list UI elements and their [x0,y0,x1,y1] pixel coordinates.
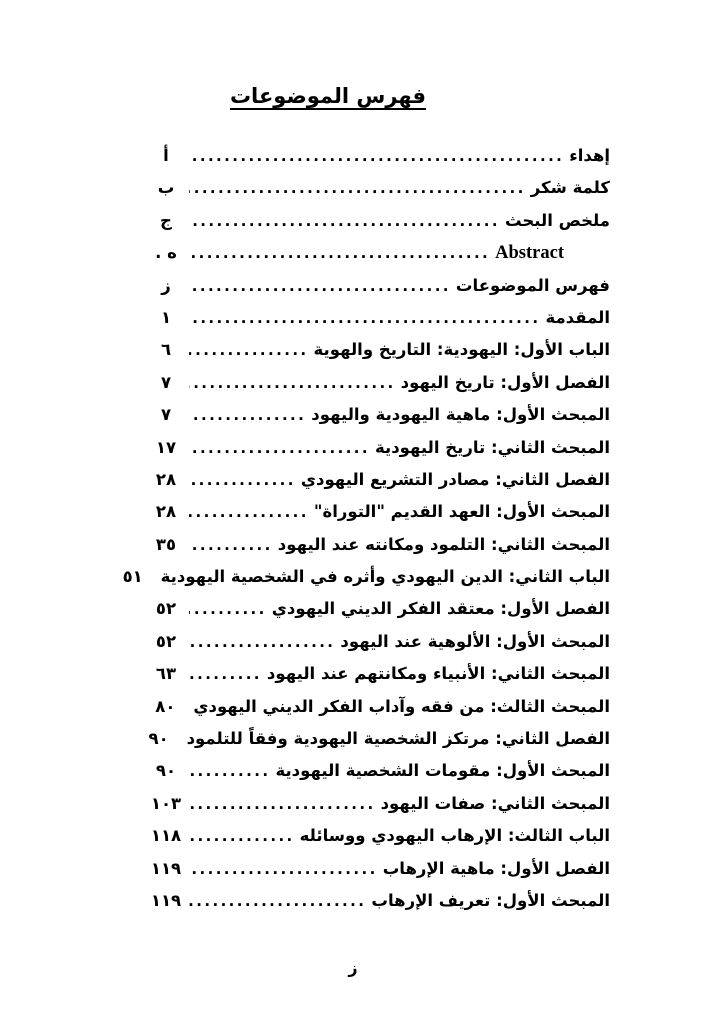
toc-entry-page: أ [163,146,169,165]
toc-entry-title: ملخص البحث [504,210,610,230]
toc-entry-page: ١١٨ [150,826,182,846]
toc-entry-title: المبحث الأول: العهد القديم "التوراة" [313,502,610,522]
dot-leader [189,470,296,489]
toc-entry [145,470,610,502]
toc-entry [145,632,610,664]
toc-entry-title: المبحث الثالث: من فقه وآداب الفكر الديني اليهودي [193,696,610,716]
toc-entry [145,146,610,178]
toc-entry-title: الفصل الأول: ماهية الإرهاب [382,858,610,878]
toc-entry-page: ج [160,210,172,230]
toc-entry [145,405,610,437]
toc-entry-page: ٦٣ [155,664,177,684]
dot-leader [189,276,451,295]
toc-entry [145,502,610,534]
toc-entry [145,211,610,243]
toc-entry-page: ٧ [160,405,172,425]
dot-leader [189,308,540,327]
toc-entry [145,826,610,858]
toc-entry-page: ٢٨ [155,502,177,522]
toc-entry-page: ٣٥ [155,534,177,554]
toc-entry-title: الباب الثالث: الإرهاب اليهودي ووسائله [299,826,610,846]
dot-leader [189,438,370,457]
dot-leader [189,664,262,683]
toc-entry-page: ز [161,275,171,295]
dot-leader [189,178,526,197]
toc-entry [145,859,610,891]
toc-entry [145,178,610,210]
toc-entry-page: ١١٩ [150,858,182,878]
toc-entry-page: ٥١ [122,567,143,587]
toc-entry [145,599,610,631]
dot-leader [189,405,306,424]
toc-entry [145,697,610,729]
toc-entry [145,308,610,340]
dot-leader [189,535,273,554]
toc-entry-title: فهرس الموضوعات [455,275,610,295]
toc-entry-title: الفصل الثاني: مرتكز الشخصية اليهودية وفقاً للتلمود [186,729,610,749]
toc-entry-page: ٨٠ [155,696,176,716]
dot-leader [189,794,376,813]
toc-entry-title: المبحث الأول: ماهية اليهودية واليهود [311,405,610,425]
toc-entry-title: المبحث الثاني: تاريخ اليهودية [375,437,610,457]
toc-entry-page: ٩٠ [148,729,169,749]
dot-leader [189,146,564,165]
toc-entry-page: ٥٢ [155,631,177,651]
toc-entry [145,438,610,470]
toc-entry-title: المبحث الأول: مقومات الشخصية اليهودية [275,761,610,781]
toc-entry [145,276,610,308]
toc-entry [145,729,610,761]
dot-leader [189,891,366,910]
toc-entry-title: إهداء [569,146,610,165]
toc-entry-title: المبحث الأول: تعريف الإرهاب [371,890,610,910]
toc-entry [145,340,610,372]
toc-entry-page: ٢٨ [155,469,177,489]
toc-entry [145,373,610,405]
toc-entry-page: ١٠٣ [150,793,182,813]
toc-entry-title: المبحث الثاني: الأنبياء ومكانتهم عند اليهود [266,664,610,684]
toc-entry-page: ١١٩ [150,890,182,910]
dot-leader [189,632,335,651]
toc-entry-title: الباب الثاني: الدين اليهودي وأثره في الشخصية اليهودية [160,567,610,587]
dot-leader [189,243,490,262]
toc-entry-title: الباب الأول: اليهودية: التاريخ والهوية [313,340,610,360]
toc-entry-title: Abstract [495,243,564,264]
toc-entry [145,664,610,696]
toc-entry [145,794,610,826]
toc-entry-page: ٥٢ [155,599,177,619]
dot-leader [189,859,378,878]
footer-page-number: ز [348,958,358,977]
toc-entry [145,761,610,793]
dot-leader [189,502,309,521]
dot-leader [189,211,500,230]
dot-leader [189,599,267,618]
toc-entry-page: ٦ [160,340,172,360]
toc-entry-title: المبحث الثاني: التلمود ومكانته عند اليهود [277,534,610,554]
toc-entry [145,891,610,923]
dot-leader [189,761,270,780]
toc-entry-page: ه . [155,243,177,263]
toc-entry [122,567,610,599]
toc-entry-page: ١٧ [155,437,177,457]
toc-entry-title: المبحث الثاني: صفات اليهود [380,793,610,813]
toc-entry-page: ب [157,178,175,198]
toc-entry [145,535,610,567]
toc-entry-page: ٩٠ [155,761,177,781]
dot-leader [189,340,309,359]
toc-entry-title: المقدمة [545,307,610,327]
page-title: فهرس الموضوعات [229,84,427,108]
toc-entry-page: ١ [160,307,172,327]
toc-entry [145,243,564,275]
toc-entry-title: المبحث الأول: الألوهية عند اليهود [340,631,610,651]
toc-list [122,146,610,923]
toc-entry-title: الفصل الأول: تاريخ اليهود [400,372,610,392]
dot-leader [189,373,396,392]
toc-entry-title: كلمة شكر [530,178,610,198]
toc-entry-title: الفصل الأول: معتقد الفكر الديني اليهودي [271,599,610,619]
dot-leader [189,826,295,845]
toc-entry-title: الفصل الثاني: مصادر التشريع اليهودي [300,469,610,489]
toc-entry-page: ٧ [160,372,172,392]
